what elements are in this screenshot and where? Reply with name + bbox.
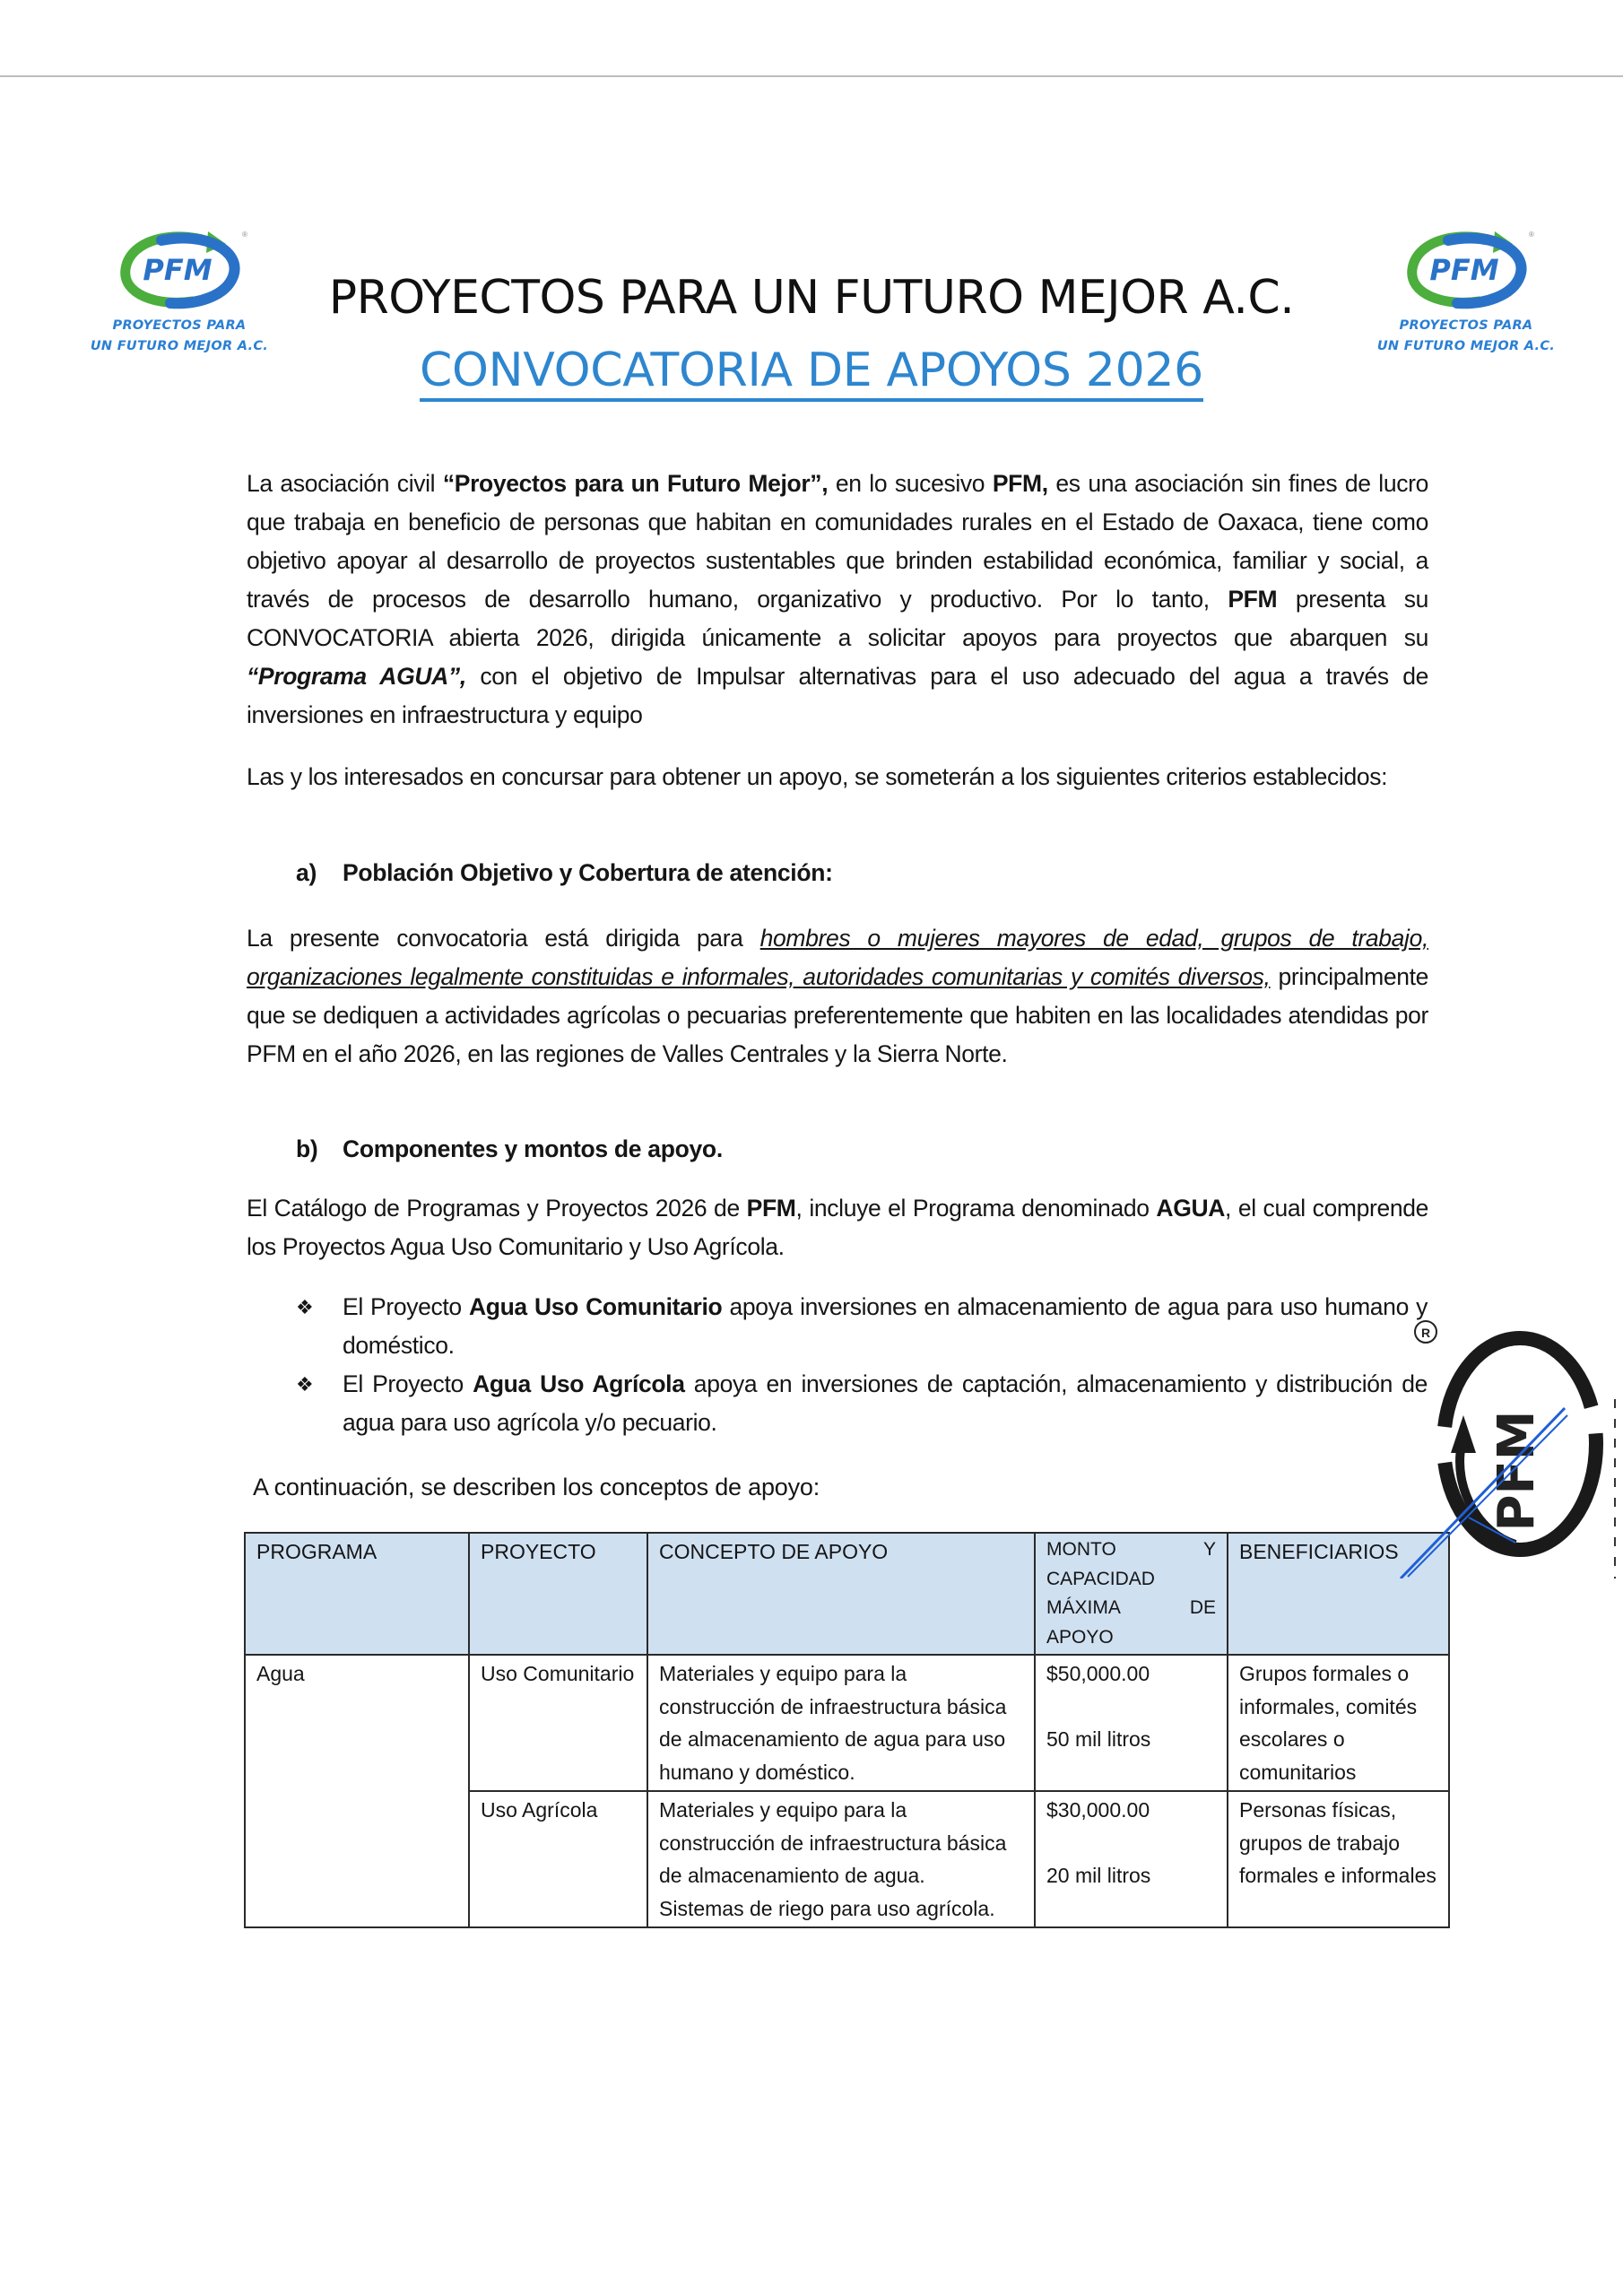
cell-monto: $50,000.00 50 mil litros <box>1035 1655 1228 1791</box>
support-concepts-table <box>244 1532 1450 1928</box>
header-beneficiarios: BENEFICIARIOS <box>1228 1533 1449 1655</box>
table-row <box>245 1655 1449 1791</box>
svg-text:PFM: PFM <box>143 253 213 287</box>
seal-icon <box>1399 1309 1623 1578</box>
logo-caption-line2: UN FUTURO MEJOR A.C. <box>90 339 269 353</box>
logo-caption-line2: UN FUTURO MEJOR A.C. <box>1376 339 1556 353</box>
cell-proyecto: Uso Comunitario <box>469 1655 647 1791</box>
cell-proyecto: Uso Agrícola <box>469 1791 647 1927</box>
svg-text:®: ® <box>1529 230 1534 239</box>
header-monto: MONTO Y CAPACIDAD MÁXIMA DE APOYO <box>1035 1533 1228 1655</box>
header-programa: PROGRAMA <box>245 1533 469 1655</box>
section-a-heading: a) Población Objetivo y Cobertura de atención: <box>296 859 833 886</box>
target-population-text: hombres o mujeres mayores de edad, grupos de trabajo, organizaciones legalmente constituidas e informales, autoridades comunitarias y comités diversos, <box>247 925 1428 990</box>
diamond-bullet-icon: ❖ <box>296 1373 314 1396</box>
header-concepto: CONCEPTO DE APOYO <box>647 1533 1035 1655</box>
cell-programa: Agua <box>245 1655 469 1927</box>
section-b-paragraph: El Catálogo de Programas y Proyectos 2026 de PFM, incluye el Programa denominado AGUA, el cual comprende los Proyectos Agua Uso Comunitario y Uso Agrícola. <box>247 1195 1428 1260</box>
svg-text:PFM: PFM <box>1488 1410 1546 1532</box>
bullet-item: ❖ El Proyecto Agua Uso Comunitario apoya inversiones en almacenamiento de agua para uso humano y doméstico. <box>296 1288 1428 1365</box>
cell-beneficiarios: Personas físicas, grupos de trabajo formales e informales <box>1228 1791 1449 1927</box>
intro-paragraph: La asociación civil “Proyectos para un Futuro Mejor”, en lo sucesivo PFM, es una asociación sin fines de lucro que trabaja en beneficio de personas que habitan en comunidades rurales en el Estado de Oaxaca, tiene como objetivo apoyar al desarrollo de proyectos sustentables que brinden estabilidad económica, familiar y social, a través de procesos de desarrollo humano, organizativo y productivo. Por lo tanto, PFM presenta su CONVOCATORIA abierta 2026, dirigida únicamente a solicitar apoyos para proyectos que abarquen su “Programa AGUA”, con el objetivo de Impulsar alternativas para el uso adecuado del agua a través de inversiones en infraestructura y equipo <box>247 470 1429 728</box>
cell-monto: $30,000.00 20 mil litros <box>1035 1791 1228 1927</box>
diamond-bullet-icon: ❖ <box>296 1296 314 1318</box>
logo-caption-line1: PROYECTOS PARA <box>1399 318 1533 333</box>
document-subtitle <box>0 344 1623 397</box>
logo-caption-line1: PROYECTOS PARA <box>112 318 247 333</box>
cell-concepto: Materiales y equipo para la construcción de infraestructura básica de almacenamiento de agua. Sistemas de riego para uso agrícola. <box>647 1791 1035 1927</box>
subtitle-text: CONVOCATORIA DE APOYOS 2026 <box>420 344 1203 402</box>
svg-text:®: ® <box>242 230 247 239</box>
bullet-item: ❖ El Proyecto Agua Uso Agrícola apoya en inversiones de captación, almacenamiento y distribución de agua para uso agrícola y/o pecuario. <box>296 1365 1428 1442</box>
header-proyecto: PROYECTO <box>469 1533 647 1655</box>
criteria-paragraph: Las y los interesados en concursar para obtener un apoyo, se someterán a los siguientes criterios establecidos: <box>247 763 1388 790</box>
cell-beneficiarios: Grupos formales o informales, comités escolares o comunitarios <box>1228 1655 1449 1791</box>
cell-concepto: Materiales y equipo para la construcción de infraestructura básica de almacenamiento de agua para uso humano y doméstico. <box>647 1655 1035 1791</box>
svg-text:PFM: PFM <box>1429 253 1499 287</box>
table-header-row <box>245 1533 1449 1655</box>
pfm-seal-stamp <box>1399 1309 1623 1583</box>
project-bullet-list <box>296 1288 1431 1442</box>
scan-edge-marks <box>1614 1399 1616 1578</box>
table-intro: A continuación, se describen los conceptos de apoyo: <box>253 1474 820 1500</box>
org-title: PROYECTOS PARA UN FUTURO MEJOR A.C. <box>328 271 1295 325</box>
scan-edge-line <box>0 75 1623 77</box>
svg-text:R: R <box>1420 1326 1431 1340</box>
section-b-heading: b) Componentes y montos de apoyo. <box>296 1135 723 1162</box>
section-a-paragraph: La presente convocatoria está dirigida para hombres o mujeres mayores de edad, grupos de trabajo, organizaciones legalmente constituidas e informales, autoridades comunitarias y comités diversos, principalmente que se dediquen a actividades agrícolas o pecuarias preferentemente que habiten en las localidades atendidas por PFM en el año 2026, en las regiones de Valles Centrales y la Sierra Norte. <box>247 925 1428 1067</box>
